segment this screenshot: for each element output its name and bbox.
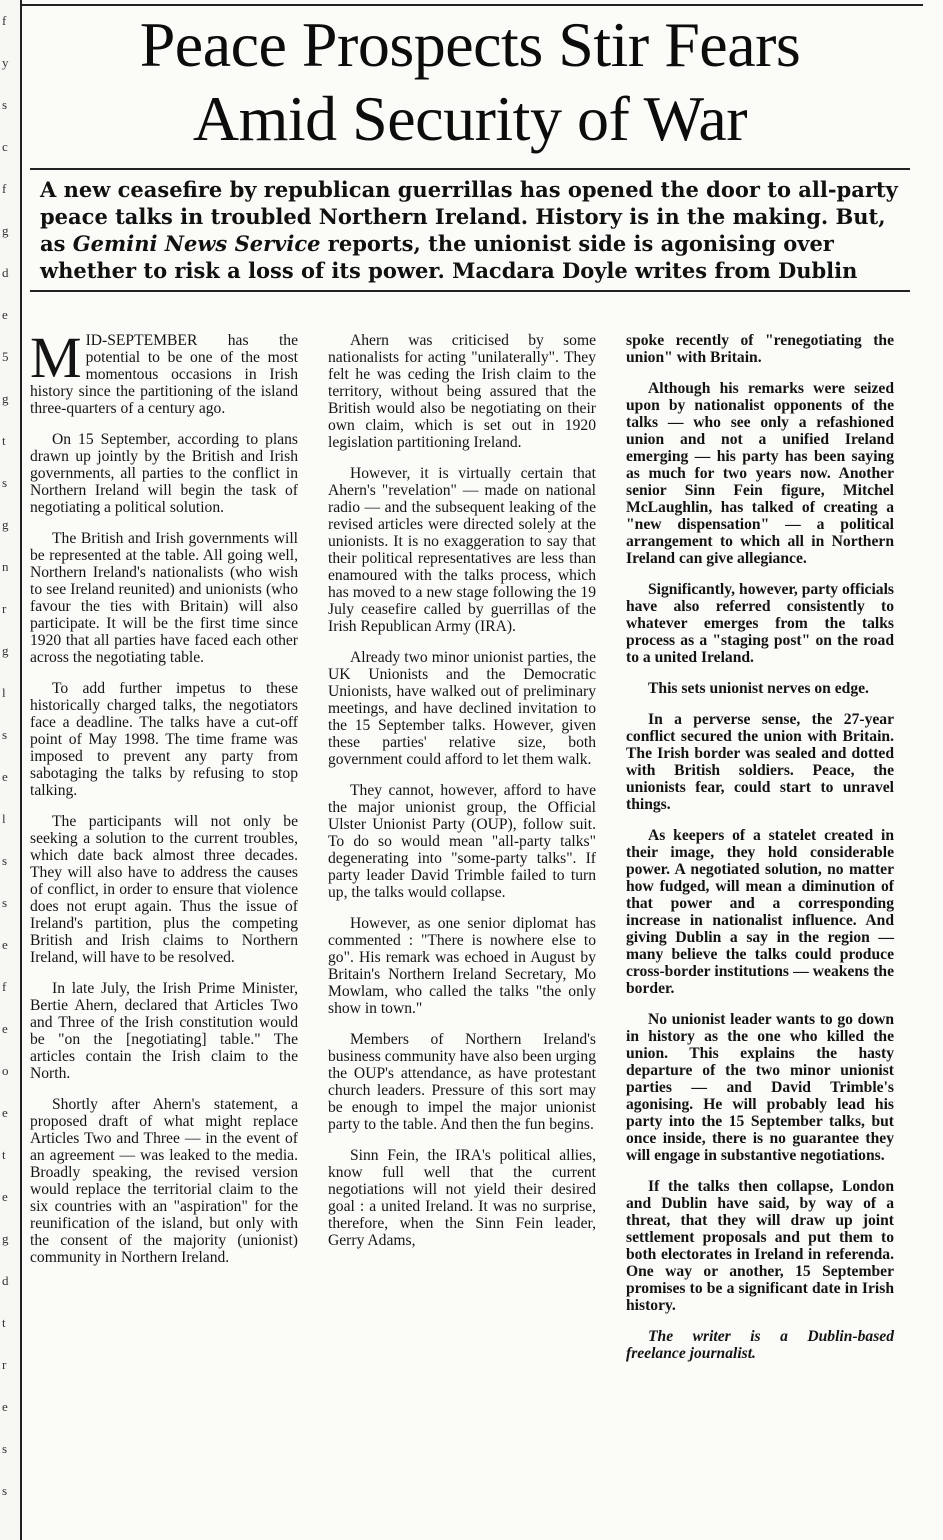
strip-fragment: y xyxy=(2,55,9,70)
strip-fragment: e xyxy=(2,1021,8,1036)
strip-fragment: o xyxy=(2,1063,9,1078)
article-paragraph: Shortly after Ahern's statement, a proposed draft of what might replace Articles Two and Three — in the event of an agreement — was leaked to the media. Broadly speaking, the revised version would replace the territorial claim to the six countries with an "aspiration" for the reunification of the island, but only with the consent of the majority (unionist) community in Northern Ireland. xyxy=(30,1096,298,1266)
article-paragraph: However, as one senior diplomat has commented : "There is nowhere else to go". His remark was echoed in August by Britain's Northern Ireland Secretary, Mo Mowlam, who called the talks "the only show in town." xyxy=(328,915,596,1017)
article-paragraph: If the talks then collapse, London and Dublin have said, by way of a threat, that they will draw up joint settlement proposals and put them to both electorates in Ireland in referenda. One way or another, 15 September promises to be a significant date in Irish history. xyxy=(626,1178,894,1314)
headline-line-1: Peace Prospects Stir Fears xyxy=(139,9,801,80)
article-paragraph: This sets unionist nerves on edge. xyxy=(648,680,869,697)
article-paragraph: In late July, the Irish Prime Minister, Bertie Ahern, declared that Articles Two and Three of the Irish constitution would be "on the [negotiating] table." The articles contain the Irish claim to the North. xyxy=(30,980,298,1082)
article-paragraph xyxy=(30,325,298,417)
strip-fragment: s xyxy=(2,1483,8,1498)
article-paragraph: Sinn Fein, the IRA's political allies, know full well that the current negotiations will not yield their desired goal : a united Ireland. It was no surprise, therefore, when the Sinn Fein leader, Gerry Adams, xyxy=(328,1147,596,1249)
top-rule xyxy=(22,4,923,6)
strip-fragment: s xyxy=(2,97,8,112)
strip-fragment: f xyxy=(2,979,7,994)
drop-cap: M xyxy=(30,325,82,390)
strip-fragment: t xyxy=(2,1315,6,1330)
strip-fragment: d xyxy=(2,265,9,280)
article-paragraph: The British and Irish governments will be represented at the table. All going well, Northern Ireland's nationalists (who wish to see Ireland reunited) and unionists (who favour the ties with Britain) will also participate. It will be the first time since 1920 that all parties have faced each other across the negotiating table. xyxy=(30,530,298,666)
strip-fragment: g xyxy=(2,1231,9,1246)
strip-fragment: s xyxy=(2,475,8,490)
article-paragraph: On 15 September, according to plans drawn up jointly by the British and Irish governments, all parties to the conflict in Northern Ireland will begin the task of negotiating a political solution. xyxy=(30,431,298,516)
strip-fragment: s xyxy=(2,853,8,868)
strip-fragment: f xyxy=(2,13,7,28)
standfirst xyxy=(30,168,910,290)
author-credit: The writer is a Dublin-based freelance journalist. xyxy=(626,1328,894,1362)
strip-fragment: e xyxy=(2,1189,8,1204)
article-column-1 xyxy=(30,325,298,1280)
article-page xyxy=(30,8,910,302)
article-paragraph: However, it is virtually certain that Ahern's "revelation" — made on national radio — and the subsequent leaking of the revised articles were directed solely at the unionists. It is no exaggeration to say that their political representatives are less than enamoured with the talks process, which has moved to a new stage following the 19 July ceasefire called by guerrillas of the Irish Republican Army (IRA). xyxy=(328,465,596,635)
article-paragraph: To add further impetus to these historically charged talks, the negotiators face a deadline. The talks have a cut-off point of May 1998. The time frame was imposed to prevent any party from sabotaging the talks by refusing to stop talking. xyxy=(30,680,298,799)
article-paragraph: As keepers of a statelet created in their image, they hold considerable power. A negotiated solution, no matter how fudged, will mean a diminution of that power and a corresponding increase in nationalist influence. And giving Dublin a say in the region — many believe the talks could produce cross-border institutions — weakens the border. xyxy=(626,827,894,997)
strip-fragment: e xyxy=(2,1105,8,1120)
strip-fragment: c xyxy=(2,139,8,154)
strip-fragment: t xyxy=(2,1147,6,1162)
standfirst-rule xyxy=(30,290,910,292)
standfirst-text-2: reports, the unionist side is agonising over whether to risk a loss of its power. xyxy=(40,231,834,283)
adjacent-column-strip xyxy=(0,0,22,1540)
article-paragraph: Members of Northern Ireland's business community have also been urging the OUP's attendance, as have protestant church leaders. Pressure of this sort may be enough to impel the major unionist party to the table. And then the fun begins. xyxy=(328,1031,596,1133)
article-paragraph: Already two minor unionist parties, the UK Unionists and the Democratic Unionists, have walked out of preliminary meetings, and have declined invitation to the 15 September talks. However, given these parties' relative size, both government could afford to let them walk. xyxy=(328,649,596,768)
strip-fragment: r xyxy=(2,601,7,616)
strip-fragment: n xyxy=(2,559,9,574)
strip-fragment: e xyxy=(2,937,8,952)
strip-fragment: l xyxy=(2,685,6,700)
strip-fragment: g xyxy=(2,643,9,658)
standfirst-author: Macdara Doyle xyxy=(452,258,628,283)
article-paragraph: No unionist leader wants to go down in history as the one who killed the union. This explains the hasty departure of the two minor unionist parties — and David Trimble's agonising. He will probably lead his party into the 15 September talks, but once inside, there is no guarantee they will engage in substantive negotiations. xyxy=(626,1011,894,1164)
standfirst-text-3: writes from Dublin xyxy=(627,258,858,283)
article-column-2 xyxy=(328,332,596,1263)
article-paragraph: They cannot, however, afford to have the major unionist group, the Official Ulster Unionist Party (OUP), follow suit. To do so would mean "all-party talks" degenerating into "some-party talks". If party leader David Trimble failed to turn up, the talks would collapse. xyxy=(328,782,596,901)
article-paragraph: The participants will not only be seeking a solution to the current troubles, which date back almost three decades. They will also have to address the causes of conflict, in order to ensure that violence does not erupt again. Thus the issue of Ireland's partition, plus the competing British and Irish claims to Northern Ireland, will have to be resolved. xyxy=(30,813,298,966)
strip-fragment: e xyxy=(2,769,8,784)
article-paragraph: Significantly, however, party officials have also referred consistently to whatever emerges from the talks process as a "staging post" on the road to a united Ireland. xyxy=(626,581,894,666)
headline xyxy=(30,8,910,156)
strip-fragment: e xyxy=(2,1399,8,1414)
strip-fragment: g xyxy=(2,223,9,238)
article-paragraph: Although his remarks were seized upon by nationalist opponents of the talks — who see only a refashioned union and not a unified Ireland emerging — his party has been saying as much for two years now. Another senior Sinn Fein figure, Mitchel McLaughlin, has talked of creating a "new dispensation" — a political arrangement to which all in Northern Ireland can give allegiance. xyxy=(626,380,894,567)
strip-fragment: r xyxy=(2,1357,7,1372)
paragraph-text: ID-SEPTEMBER has the potential to be one of the most momentous occasions in Irish history since the partitioning of the island three-quarters of a century ago. xyxy=(30,332,298,417)
article-paragraph: In a perverse sense, the 27-year conflict secured the union with Britain. The Irish border was sealed and dotted with British soldiers. Peace, the unionists fear, could start to unravel things. xyxy=(626,711,894,813)
strip-fragment: g xyxy=(2,517,9,532)
strip-fragment: s xyxy=(2,727,8,742)
strip-fragment: g xyxy=(2,391,9,406)
article-paragraph: Ahern was criticised by some nationalists for acting "unilaterally". They felt he was ceding the Irish claim to the territory, without being assured that the British would also be negotiating on their own claim, which is set out in 1920 legislation partitioning Ireland. xyxy=(328,332,596,451)
strip-fragment: e xyxy=(2,307,8,322)
headline-line-2: Amid Security of War xyxy=(192,83,748,154)
strip-fragment: s xyxy=(2,895,8,910)
strip-fragment: t xyxy=(2,433,6,448)
strip-fragment: d xyxy=(2,1273,9,1288)
standfirst-text-1: A new ceasefire by republican guerrillas has opened the door to all-party peace talks in troubled Northern Ireland. History is in the making. But, as xyxy=(40,177,898,256)
article-column-3 xyxy=(626,332,894,1376)
strip-fragment: l xyxy=(2,811,6,826)
article-columns xyxy=(30,325,910,1532)
article-paragraph: spoke recently of "renegotiating the union" with Britain. xyxy=(626,332,894,366)
strip-fragment: 5 xyxy=(2,349,9,364)
standfirst-agency: Gemini News Service xyxy=(72,231,321,256)
strip-fragment: f xyxy=(2,181,7,196)
strip-fragment: s xyxy=(2,1441,8,1456)
